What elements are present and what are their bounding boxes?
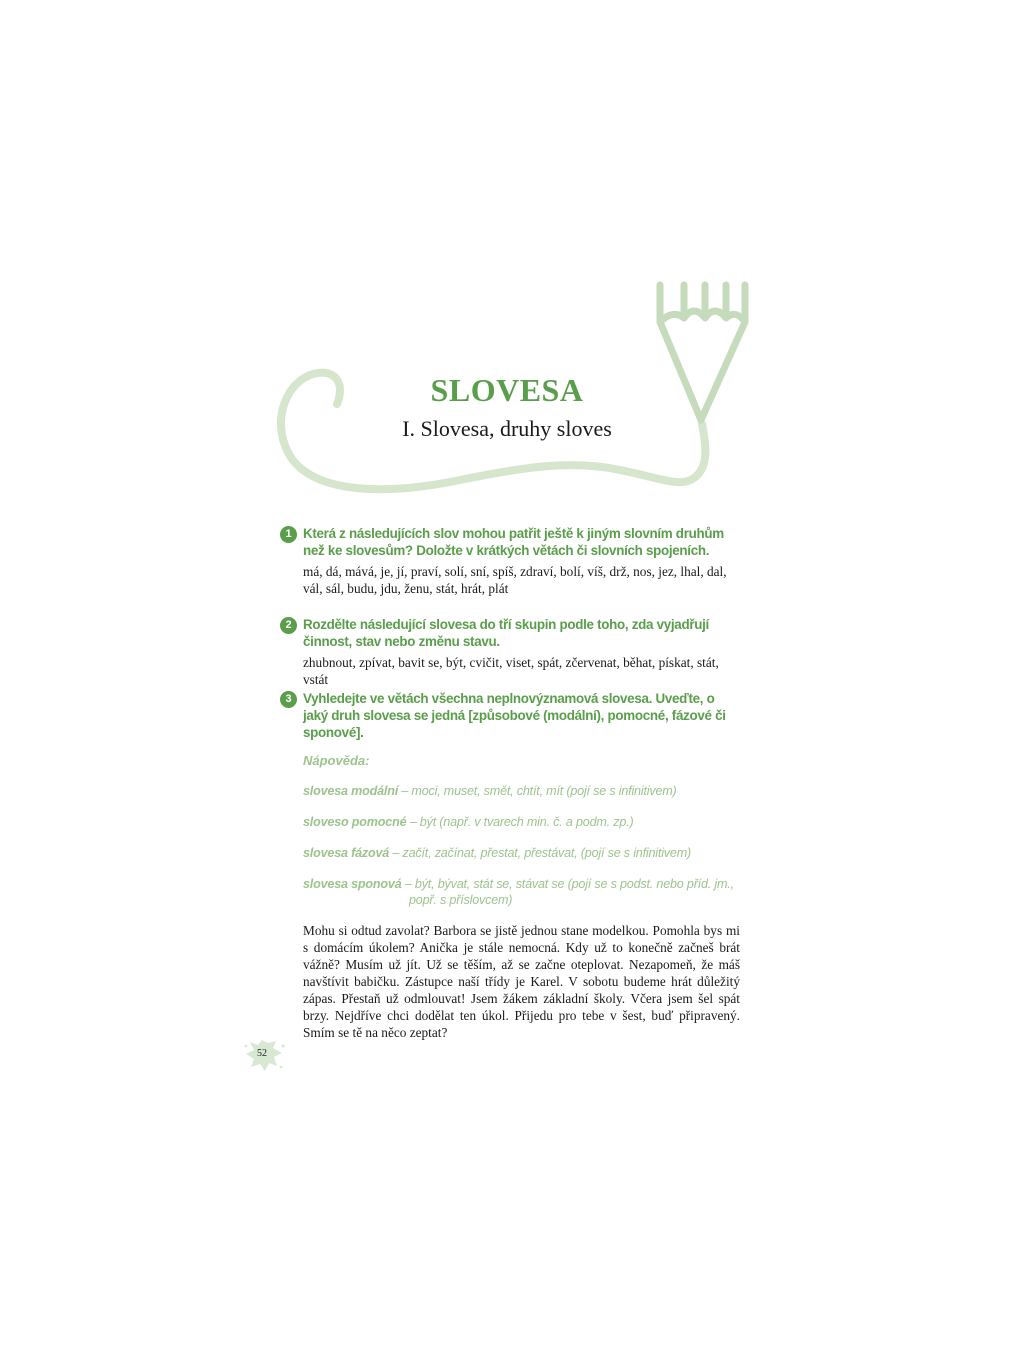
task-sentences: Mohu si odtud zavolat? Barbora se jistě jednou stane modelkou. Pomohla bys mi s domácím úkolem? Anička je stále nemocná. Kdy už to konečně začneš brát vážně? Musím už jít. Už se těším, až se začne oteplovat. Nezapomeň, že máš navštívit babičku. Zástupce naší třídy je Karel. V sobotu budeme hrát důležitý zápas. Přestaň už odmlouvat! Jsem žákem základní školy. Včera jsem šel spát brzy. Nejdříve chci dodělat ten úkol. Přijedu pro tebe v šest, buď připravený. Smím se tě na něco zeptat? xyxy=(303,923,740,1040)
task-word-list: má, dá, mává, je, jí, praví, solí, sní, spíš, zdraví, bolí, víš, drž, nos, jez, lhal, dal, vál, sál, budu, jdu, ženu, stát, hrát, plát xyxy=(303,564,727,596)
task-number-badge: 1 xyxy=(280,526,297,543)
page-number: 52 xyxy=(257,1048,267,1059)
page-subtitle: I. Slovesa, druhy sloves xyxy=(402,416,612,441)
hint-term: slovesa sponová xyxy=(303,877,402,891)
task-instruction: Rozdělte následující slovesa do tří skupin podle toho, zda vyjadřují činnost, stav nebo změnu stavu. xyxy=(303,617,709,649)
hint-text-continued: popř. s příslovcem) xyxy=(409,893,513,907)
task-3 xyxy=(280,690,740,1041)
hint-text: – moci, muset, smět, chtít, mít (pojí se s infinitivem) xyxy=(398,784,677,798)
hint-text: – začít, začínat, přestat, přestávat, (pojí se s infinitivem) xyxy=(389,846,691,860)
page-title: SLOVESA xyxy=(430,372,584,408)
task-2 xyxy=(280,616,740,688)
hint-text: – být (např. v tvarech min. č. a podm. zp.) xyxy=(406,815,634,829)
task-instruction: Která z následujících slov mohou patřit ještě k jiným slovním druhům než ke slovesům? Doložte v krátkých větách či slovních spojeních. xyxy=(303,526,724,558)
hint-item xyxy=(303,845,740,861)
task-number-badge: 2 xyxy=(280,617,297,634)
hint-item xyxy=(303,783,740,799)
hint-term: slovesa fázová xyxy=(303,846,390,860)
hint-term: sloveso pomocné xyxy=(303,815,407,829)
hint-text: – být, bývat, stát se, stávat se (pojí se s podst. nebo příd. jm., xyxy=(401,877,734,891)
hint-term: slovesa modální xyxy=(303,784,398,798)
task-number-badge: 3 xyxy=(280,691,297,708)
task-instruction: Vyhledejte ve větách všechna neplnovýznamová slovesa. Uveďte, o jaký druh slovesa se jedná [způsobové (modální), pomocné, fázové či sponové]. xyxy=(303,691,726,740)
hint-item xyxy=(303,814,740,830)
task-word-list: zhubnout, zpívat, bavit se, být, cvičit, viset, spát, zčervenat, běhat, pískat, stát, vstát xyxy=(303,655,719,687)
hint-heading: Nápověda: xyxy=(303,753,370,768)
hint-item xyxy=(303,876,740,908)
task-1 xyxy=(280,525,740,597)
